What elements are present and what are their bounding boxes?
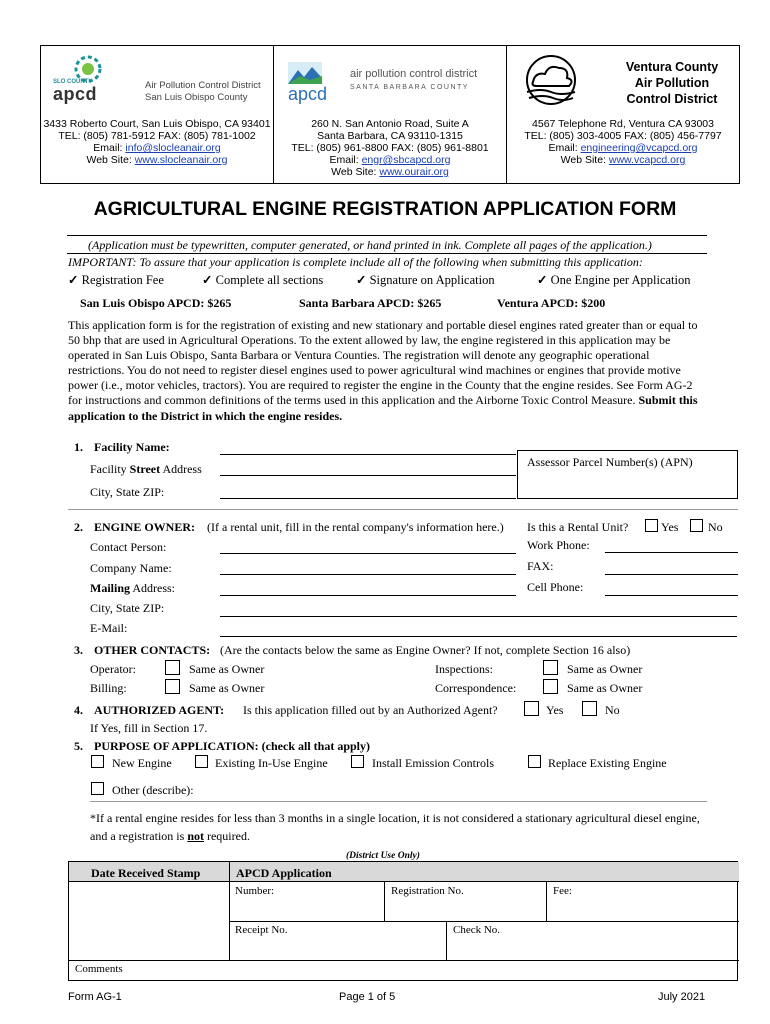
other-purpose-checkbox[interactable] [91,782,104,795]
correspondence-same-checkbox[interactable] [543,679,558,694]
check-icon: ✓ [537,273,548,287]
checklist-item [68,273,164,287]
rental-footnote [90,809,710,845]
vc-name1: Ventura County [625,60,719,74]
vc-name-block [607,59,737,107]
checklist-item [202,273,323,287]
section-4-number: 4. [74,703,83,717]
sb-web-link[interactable]: www.ourair.org [379,166,449,178]
sb-name1: air pollution control district [350,68,478,80]
vc-apcd-cell [507,46,739,183]
checklist-label: Signature on Application [369,273,495,287]
row-divider [229,921,739,922]
column-divider [546,882,547,921]
agent-yes-checkbox[interactable] [524,701,539,716]
inspections-label: Inspections: [435,662,493,676]
rental-question: Is this a Rental Unit? [527,520,629,534]
sb-email-link[interactable]: engr@sbcapcd.org [361,154,451,166]
inspections-same-checkbox[interactable] [543,660,558,675]
form-number: Form AG-1 [68,991,122,1003]
new-engine-checkbox[interactable] [91,755,104,768]
label-bold-part: Mailing [90,581,131,595]
column-divider [229,862,230,960]
vc-email-link[interactable]: engineering@vcapcd.org [580,142,698,154]
column-divider [384,882,385,921]
replace-engine-label: Replace Existing Engine [548,756,667,770]
slo-logo-small: SLO COUNTY [53,79,93,85]
check-no-label: Check No. [453,924,501,936]
cell-phone-label: Cell Phone: [527,580,584,594]
slo-address: 3433 Roberto Court, San Luis Obispo, CA 93401 [43,118,271,130]
intro-text: This application form is for the registration of existing and new stationary and portable diesel engines rated greater than or equal to 50 bhp that are used in Agricultural Operations. To the extent allowed by law, the engine registered in this application may be operated in San Luis Obispo, Santa Barbara or Ventura Counties. The registration will denote any geographic operational restrictions. You do not need to register diesel engines used to power agricultural wind machines or engines that provide motive power (i.e., motor vehicles, tractors). You are required to register the engine in the County that the engine resides. See Form AG-2 for instructions and common definitions of the terms used in this application and the Airborne Toxic Control Measure. [68,318,698,408]
fee-sb: Santa Barbara APCD: $265 [299,296,442,310]
sb-name2: SANTA BARBARA COUNTY [350,84,469,91]
cell-phone-input[interactable] [605,595,738,596]
vc-address: 4567 Telephone Rd, Ventura CA 93003 [532,118,714,130]
sb-address1: 260 N. San Antonio Road, Suite A [311,118,469,130]
fee-label: Fee: [553,885,572,897]
other-purpose-label: Other (describe): [112,783,194,797]
operator-same-label: Same as Owner [189,662,265,676]
sb-web-label: Web Site: [331,166,380,178]
section-5-number: 5. [74,739,83,753]
footnote-text: *If a rental engine resides for less than 3 months in a single location, it is not considered a stationary agricultural diesel engine, and a registration is [90,811,700,843]
facility-city-label: City, State ZIP: [90,485,165,499]
label-bold-part: Street [129,462,161,476]
label-part: Address: [130,581,176,595]
install-controls-label: Install Emission Controls [372,756,495,770]
agent-yes-label: Yes [546,703,564,717]
revision-date: July 2021 [658,991,706,1003]
checklist-label: Complete all sections [215,273,324,287]
slo-apcd-cell [41,46,274,183]
checklist-item [537,273,691,287]
vc-email-label: Email: [548,142,581,154]
district-use-table [68,861,738,981]
slo-phone: TEL: (805) 781-5912 FAX: (805) 781-1002 [58,130,256,142]
install-controls-checkbox[interactable] [351,755,364,768]
new-engine-label: New Engine [112,756,172,770]
number-label: Number: [235,885,275,897]
billing-same-label: Same as Owner [189,681,265,695]
agent-question: Is this application filled out by an Authorized Agent? [243,703,498,717]
sb-logo-mountain-icon [288,62,322,84]
fax-input[interactable] [605,574,738,575]
facility-street-input[interactable] [220,475,516,476]
vc-phone: TEL: (805) 303-4005 FAX: (805) 456-7797 [524,130,722,142]
row-divider [69,960,739,961]
owner-city-input[interactable] [220,616,737,617]
inspections-same-label: Same as Owner [567,662,643,676]
vc-logo-cloud-icon [521,52,581,108]
billing-same-checkbox[interactable] [165,679,180,694]
slo-web-label: Web Site: [86,154,135,166]
title-divider [67,235,707,236]
operator-same-checkbox[interactable] [165,660,180,675]
check-icon: ✓ [202,273,213,287]
billing-label: Billing: [90,681,127,695]
fee-slo: San Luis Obispo APCD: $265 [80,296,232,310]
checklist-item [356,273,495,287]
existing-engine-label: Existing In-Use Engine [215,756,328,770]
existing-engine-checkbox[interactable] [195,755,208,768]
owner-email-label: E-Mail: [90,621,128,635]
instruction-line-1: (Application must be typewritten, computer generated, or hand printed in ink. Complete all pages of the application.) [88,238,652,252]
rental-yes-checkbox[interactable] [645,519,658,532]
section-5-title: PURPOSE OF APPLICATION: (check all that apply) [94,739,371,753]
intro-paragraph [68,318,708,424]
rental-no-checkbox[interactable] [690,519,703,532]
section-2-note: (If a rental unit, fill in the rental company's information here.) [207,520,504,534]
section-2-number: 2. [74,520,83,534]
rental-no-label: No [708,520,723,534]
slo-web-link[interactable]: www.slocleanair.org [134,154,228,166]
check-icon: ✓ [356,273,367,287]
work-phone-input[interactable] [605,552,738,553]
footnote-emphasis: not [187,829,204,843]
section-3-title: OTHER CONTACTS: [94,643,211,657]
sb-apcd-cell [274,46,507,183]
agent-note: If Yes, fill in Section 17. [90,721,208,735]
fax-label: FAX: [527,559,554,573]
column-divider [446,921,447,960]
agent-no-checkbox[interactable] [582,701,597,716]
contact-person-label: Contact Person: [90,540,167,554]
instruction-divider [67,253,707,254]
company-name-input[interactable] [220,574,516,575]
slo-email-link[interactable]: info@slocleanair.org [125,142,221,154]
mailing-address-input[interactable] [220,595,516,596]
vc-web-link[interactable]: www.vcapcd.org [608,154,686,166]
footnote-text: required. [203,829,250,843]
vc-name2: Air Pollution [634,76,710,90]
sb-contact-block [274,118,506,178]
slo-name1: Air Pollution Control District [145,80,261,91]
agent-no-label: No [605,703,620,717]
facility-street-label [90,462,202,476]
facility-name-input[interactable] [220,454,516,455]
section-divider [68,509,738,510]
sb-logo-text: apcd [288,84,328,104]
correspondence-same-label: Same as Owner [567,681,643,695]
vc-name3: Control District [626,92,718,106]
company-name-label: Company Name: [90,561,172,575]
intro-bold-text: Submit this application to the District in which the engine resides. [68,393,698,423]
apcd-application-label: APCD Application [236,866,332,880]
section-3-note: (Are the contacts below the same as Engine Owner? If not, complete Section 16 also) [220,643,631,657]
section-1-number: 1. [74,440,83,454]
work-phone-label: Work Phone: [527,538,590,552]
correspondence-label: Correspondence: [435,681,517,695]
apn-label: Assessor Parcel Number(s) (APN) [527,455,693,469]
section-4-title: AUTHORIZED AGENT: [94,703,225,717]
instruction-line-2: IMPORTANT: To assure that your application is complete include all of the following when submitting this application: [68,255,643,269]
sb-phone: TEL: (805) 961-8800 FAX: (805) 961-8801 [291,142,489,154]
checklist-label: One Engine per Application [550,273,691,287]
slo-email-label: Email: [93,142,126,154]
form-title: AGRICULTURAL ENGINE REGISTRATION APPLICATION FORM [93,198,677,220]
replace-engine-checkbox[interactable] [528,755,541,768]
checklist-label: Registration Fee [81,273,164,287]
section-3-number: 3. [74,643,83,657]
agency-header [40,45,740,184]
sb-email-label: Email: [329,154,362,166]
check-icon: ✓ [68,273,79,287]
section-2-title: ENGINE OWNER: [94,520,196,534]
label-part: Facility [90,462,130,476]
slo-name2: San Luis Obispo County [145,92,248,103]
page-number: Page 1 of 5 [339,991,396,1003]
slo-logo-text: apcd [53,84,98,104]
contact-person-input[interactable] [220,553,516,554]
vc-web-label: Web Site: [560,154,609,166]
mailing-address-label [90,581,175,595]
label-part: Address [160,462,202,476]
receipt-no-label: Receipt No. [235,924,288,936]
rental-yes-label: Yes [661,520,679,534]
slo-contact-block [41,118,273,166]
registration-no-label: Registration No. [391,885,464,897]
owner-city-label: City, State ZIP: [90,601,165,615]
vc-contact-block [507,118,739,166]
sb-address2: Santa Barbara, CA 93110-1315 [317,130,463,142]
section-1-title: Facility Name: [94,440,170,454]
other-purpose-input[interactable] [90,801,707,802]
comments-label: Comments [75,963,123,975]
fee-vc: Ventura APCD: $200 [497,296,606,310]
operator-label: Operator: [90,662,136,676]
date-stamp-label: Date Received Stamp [91,866,201,880]
facility-city-input[interactable] [220,498,516,499]
owner-email-input[interactable] [220,636,737,637]
district-use-caption: (District Use Only) [346,851,420,861]
